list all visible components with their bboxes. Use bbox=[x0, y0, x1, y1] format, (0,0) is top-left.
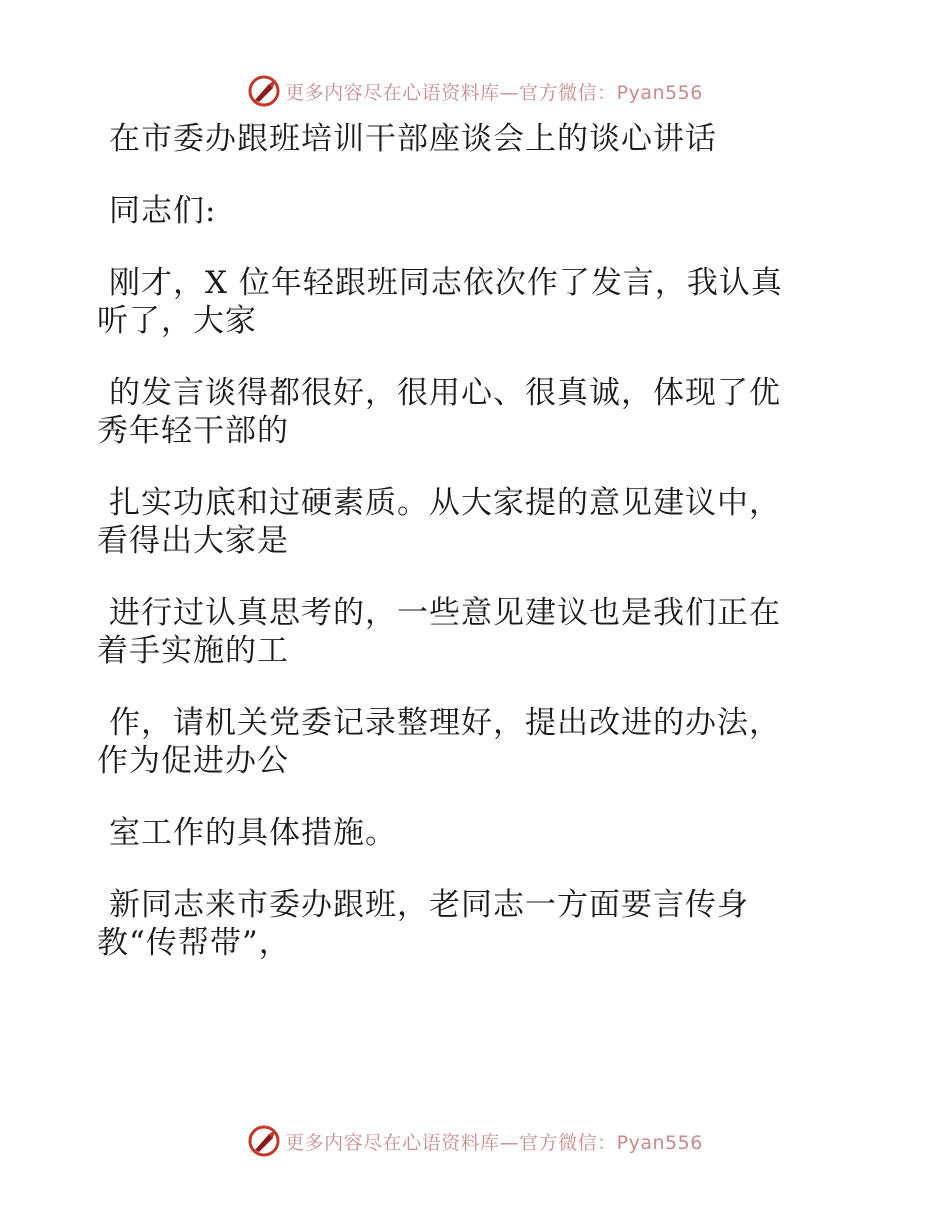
watermark-footer bbox=[0, 1124, 950, 1158]
paragraph: 的发言谈得都很好，很用心、很真诚，体现了优 秀年轻干部的 bbox=[97, 375, 781, 449]
document-title: 在市委办跟班培训干部座谈会上的谈心讲话 bbox=[109, 121, 717, 157]
paragraph: 刚才，X 位年轻跟班同志依次作了发言，我认真 听了，大家 bbox=[97, 265, 783, 339]
paragraph: 作，请机关党委记录整理好，提出改进的办法， 作为促进办公 bbox=[97, 705, 781, 779]
watermark-text: 更多内容尽在心语资料库—官方微信：Pyan556 bbox=[285, 1131, 703, 1154]
paragraph: 室工作的具体措施。 bbox=[109, 815, 397, 851]
watermark-text: 更多内容尽在心语资料库—官方微信：Pyan556 bbox=[285, 81, 703, 104]
document-body bbox=[97, 120, 837, 996]
paragraph: 新同志来市委办跟班，老同志一方面要言传身 教“传帮带”， bbox=[97, 887, 749, 961]
paragraph: 扎实功底和过硬素质。从大家提的意见建议中， 看得出大家是 bbox=[97, 485, 781, 559]
salutation: 同志们: bbox=[109, 193, 217, 229]
watermark-header bbox=[0, 74, 950, 108]
fountain-pen-logo-icon bbox=[247, 74, 281, 108]
paragraph: 进行过认真思考的，一些意见建议也是我们正在 着手实施的工 bbox=[97, 595, 781, 669]
fountain-pen-logo-icon bbox=[247, 1124, 281, 1158]
